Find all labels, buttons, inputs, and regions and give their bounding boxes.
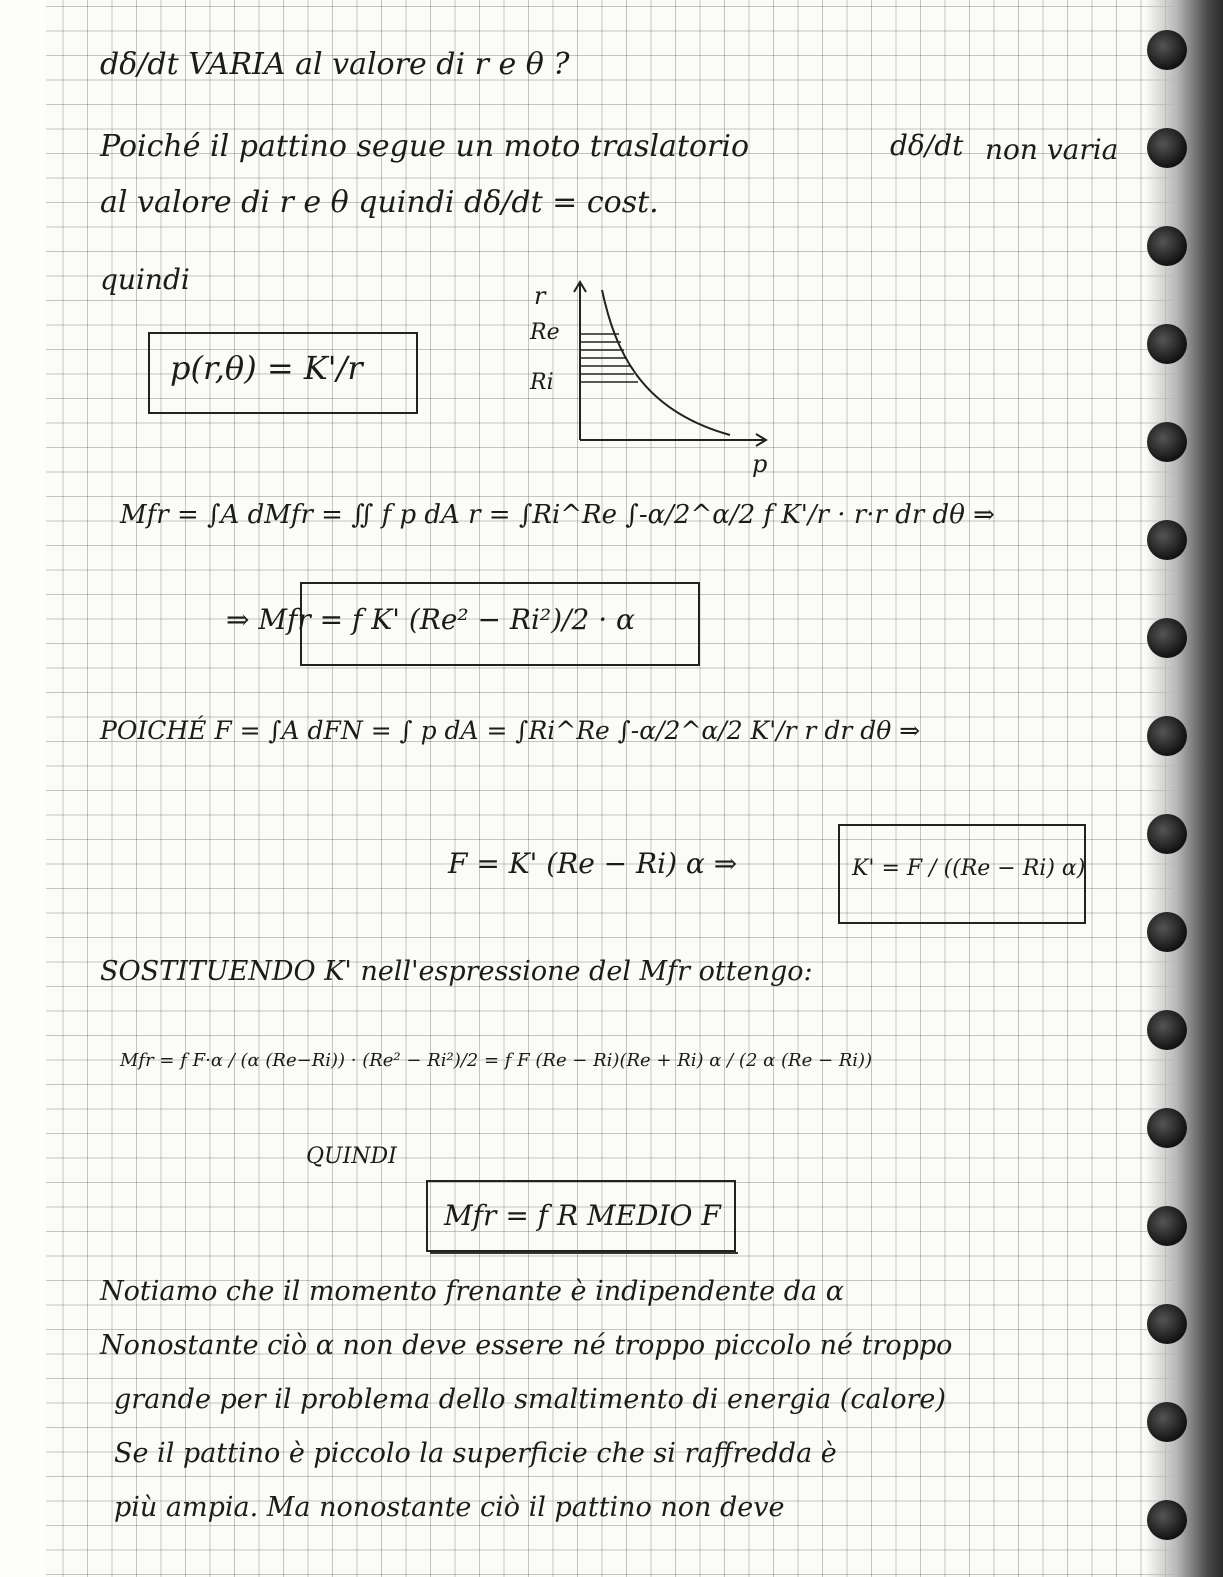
final-box-underline [430, 1252, 738, 1254]
paragraph-line-5: più ampia. Ma nonostante ciò il pattino non deve [114, 1492, 785, 1523]
binding-hole [1147, 618, 1187, 658]
text-line-4: quindi [100, 263, 190, 296]
paragraph-line-1: Notiamo che il momento frenante è indipendente da α [100, 1276, 844, 1307]
binding-hole [1147, 128, 1187, 168]
k-constant-formula: K' = F / ((Re − Ri) α) [852, 856, 1086, 881]
text-line-2b: dδ/dt [890, 129, 964, 162]
pressure-formula: p(r,θ) = K'/r [170, 349, 363, 387]
pressure-graph [520, 270, 780, 490]
binding-hole [1147, 30, 1187, 70]
friction-moment-result: ⇒ Mfr = f K' (Re² − Ri²)/2 · α [226, 603, 635, 636]
binding-hole [1147, 1108, 1187, 1148]
substitution-line: SOSTITUENDO K' nell'espressione del Mfr ottengo: [100, 956, 813, 987]
binding-hole [1147, 1206, 1187, 1246]
binding-hole [1147, 814, 1187, 854]
binding-hole [1147, 1010, 1187, 1050]
binding-hole [1147, 324, 1187, 364]
binding-hole [1147, 1500, 1187, 1540]
text-line-2a: Poiché il pattino segue un moto traslatorio [100, 129, 750, 164]
quindi-label: QUINDI [306, 1144, 397, 1169]
graph-label-re: Re [530, 320, 560, 345]
binding-hole [1147, 1402, 1187, 1442]
graph-label-ri: Ri [530, 370, 554, 395]
binding-hole [1147, 422, 1187, 462]
text-line-2c: non varia [985, 133, 1119, 166]
graph-axis-r: r [534, 282, 546, 310]
page-margin [0, 0, 46, 1577]
binding-hole [1147, 226, 1187, 266]
binding-hole [1147, 520, 1187, 560]
graph-axis-p: p [752, 450, 768, 478]
paragraph-line-2: Nonostante ciò α non deve essere né troppo piccolo né troppo [100, 1330, 953, 1361]
binding-hole [1147, 716, 1187, 756]
substitution-equation: Mfr = f F·α / (α (Re−Ri)) · (Re² − Ri²)/2 = f F (Re − Ri)(Re + Ri) α / (2 α (Re − Ri)) [120, 1050, 873, 1071]
normal-force-result: F = K' (Re − Ri) α ⇒ [448, 847, 738, 880]
normal-force-integral: POICHÉ F = ∫A dFN = ∫ p dA = ∫Ri^Re ∫-α/2^α/2 K'/r r dr dθ ⇒ [100, 716, 921, 745]
question-line: dδ/dt VARIA al valore di r e θ ? [100, 47, 570, 82]
binding-hole [1147, 912, 1187, 952]
final-result-formula: Mfr = f R MEDIO F [444, 1199, 721, 1232]
paragraph-line-3: grande per il problema dello smaltimento di energia (calore) [114, 1384, 946, 1415]
paragraph-line-4: Se il pattino è piccolo la superficie che si raffredda è [114, 1438, 837, 1469]
text-line-3: al valore di r e θ quindi dδ/dt = cost. [100, 185, 659, 220]
friction-moment-integral: Mfr = ∫A dMfr = ∬ f p dA r = ∫Ri^Re ∫-α/2^α/2 f K'/r · r·r dr dθ ⇒ [120, 500, 995, 530]
binding-hole [1147, 1304, 1187, 1344]
